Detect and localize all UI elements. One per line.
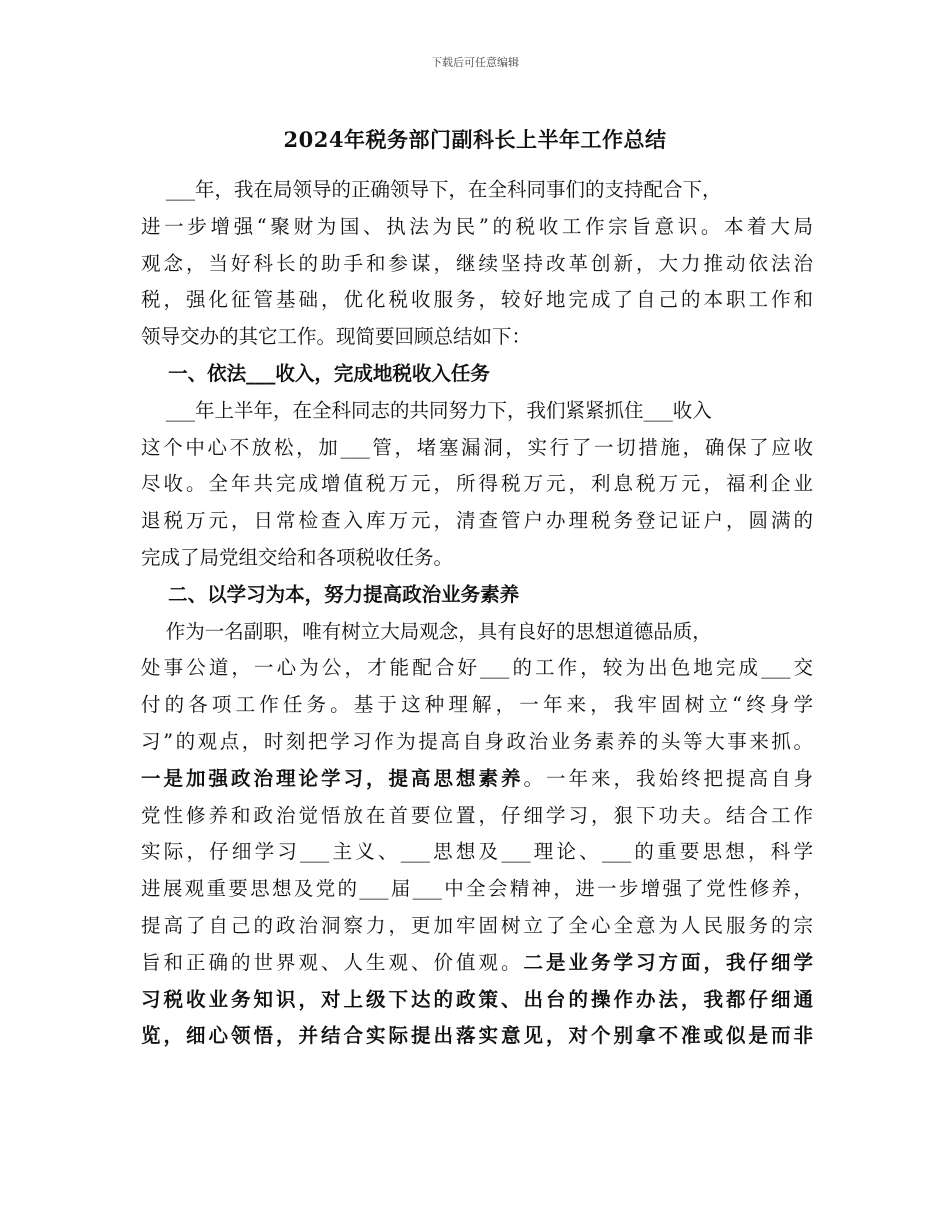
paragraph-line bbox=[141, 945, 813, 982]
line-text: 旨和正确的世界观、人生观、价值观。 bbox=[141, 950, 524, 974]
paragraph-line: 处事公道，一心为公，才能配合好___的工作，较为出色地完成___交 bbox=[141, 656, 813, 680]
paragraph-line: 税，强化征管基础，优化税收服务，较好地完成了自己的本职工作和 bbox=[141, 288, 813, 312]
paragraph-line: ___年上半年，在全科同志的共同努力下，我们紧紧抓住___收入 bbox=[141, 398, 712, 422]
paragraph-line: 观念，当好科长的助手和参谋，继续坚持改革创新，大力推动依法治 bbox=[141, 251, 813, 275]
paragraph-line: 实际，仔细学习___主义、___思想及___理论、___的重要思想，科学 bbox=[141, 840, 813, 864]
paragraph-line: 完成了局党组交给和各项税收任务。 bbox=[141, 545, 454, 569]
paragraph-line: 尽收。全年共完成增值税万元，所得税万元，利息税万元，福利企业 bbox=[141, 472, 813, 496]
document-title: 2024年税务部门副科长上半年工作总结 bbox=[283, 127, 667, 152]
paragraph-line: 提高了自己的政治洞察力，更加牢固树立了全心全意为人民服务的宗 bbox=[141, 913, 813, 937]
paragraph-line bbox=[141, 761, 813, 798]
page-header: 下载后可任意编辑 bbox=[431, 56, 519, 69]
bold-lead-text: 一是加强政治理论学习，提高思想素养 bbox=[141, 766, 524, 790]
paragraph-line-bold: 览，细心领悟，并结合实际提出落实意见，对个别拿不准或似是而非 bbox=[141, 1024, 813, 1048]
document-body bbox=[141, 172, 813, 1055]
paragraph-line: 作为一名副职，唯有树立大局观念，具有良好的思想道德品质， bbox=[141, 619, 712, 643]
line-text: 。一年来，我始终把提高自身 bbox=[523, 766, 813, 790]
section-heading: 一、依法___收入，完成地税收入任务 bbox=[141, 361, 490, 385]
paragraph-line-bold: 习税收业务知识，对上级下达的政策、出台的操作办法，我都仔细通 bbox=[141, 987, 813, 1011]
section-heading: 二、以学习为本，努力提高政治业务素养 bbox=[141, 582, 520, 606]
paragraph-line: 领导交办的其它工作。现简要回顾总结如下： bbox=[141, 325, 532, 349]
paragraph-line: 习”的观点，时刻把学习作为提高自身政治业务素养的头等大事来抓。 bbox=[141, 729, 813, 753]
bold-lead-text: 二是业务学习方面，我仔细学 bbox=[523, 950, 813, 974]
paragraph-line: 进一步增强“聚财为国、执法为民”的税收工作宗旨意识。本着大局 bbox=[141, 214, 813, 238]
paragraph-line: 进展观重要思想及党的___届___中全会精神，进一步增强了党性修养， bbox=[141, 877, 813, 901]
paragraph-line: 这个中心不放松，加___管，堵塞漏洞，实行了一切措施，确保了应收 bbox=[141, 435, 813, 459]
paragraph-line: 退税万元，日常检查入库万元，清查管户办理税务登记证户，圆满的 bbox=[141, 509, 813, 533]
paragraph-line: ___年，我在局领导的正确领导下，在全科同事们的支持配合下， bbox=[141, 178, 722, 201]
paragraph-line: 付的各项工作任务。基于这种理解，一年来，我牢固树立“终身学 bbox=[141, 693, 813, 717]
paragraph-line: 党性修养和政治觉悟放在首要位置，仔细学习，狠下功夫。结合工作 bbox=[141, 803, 813, 827]
